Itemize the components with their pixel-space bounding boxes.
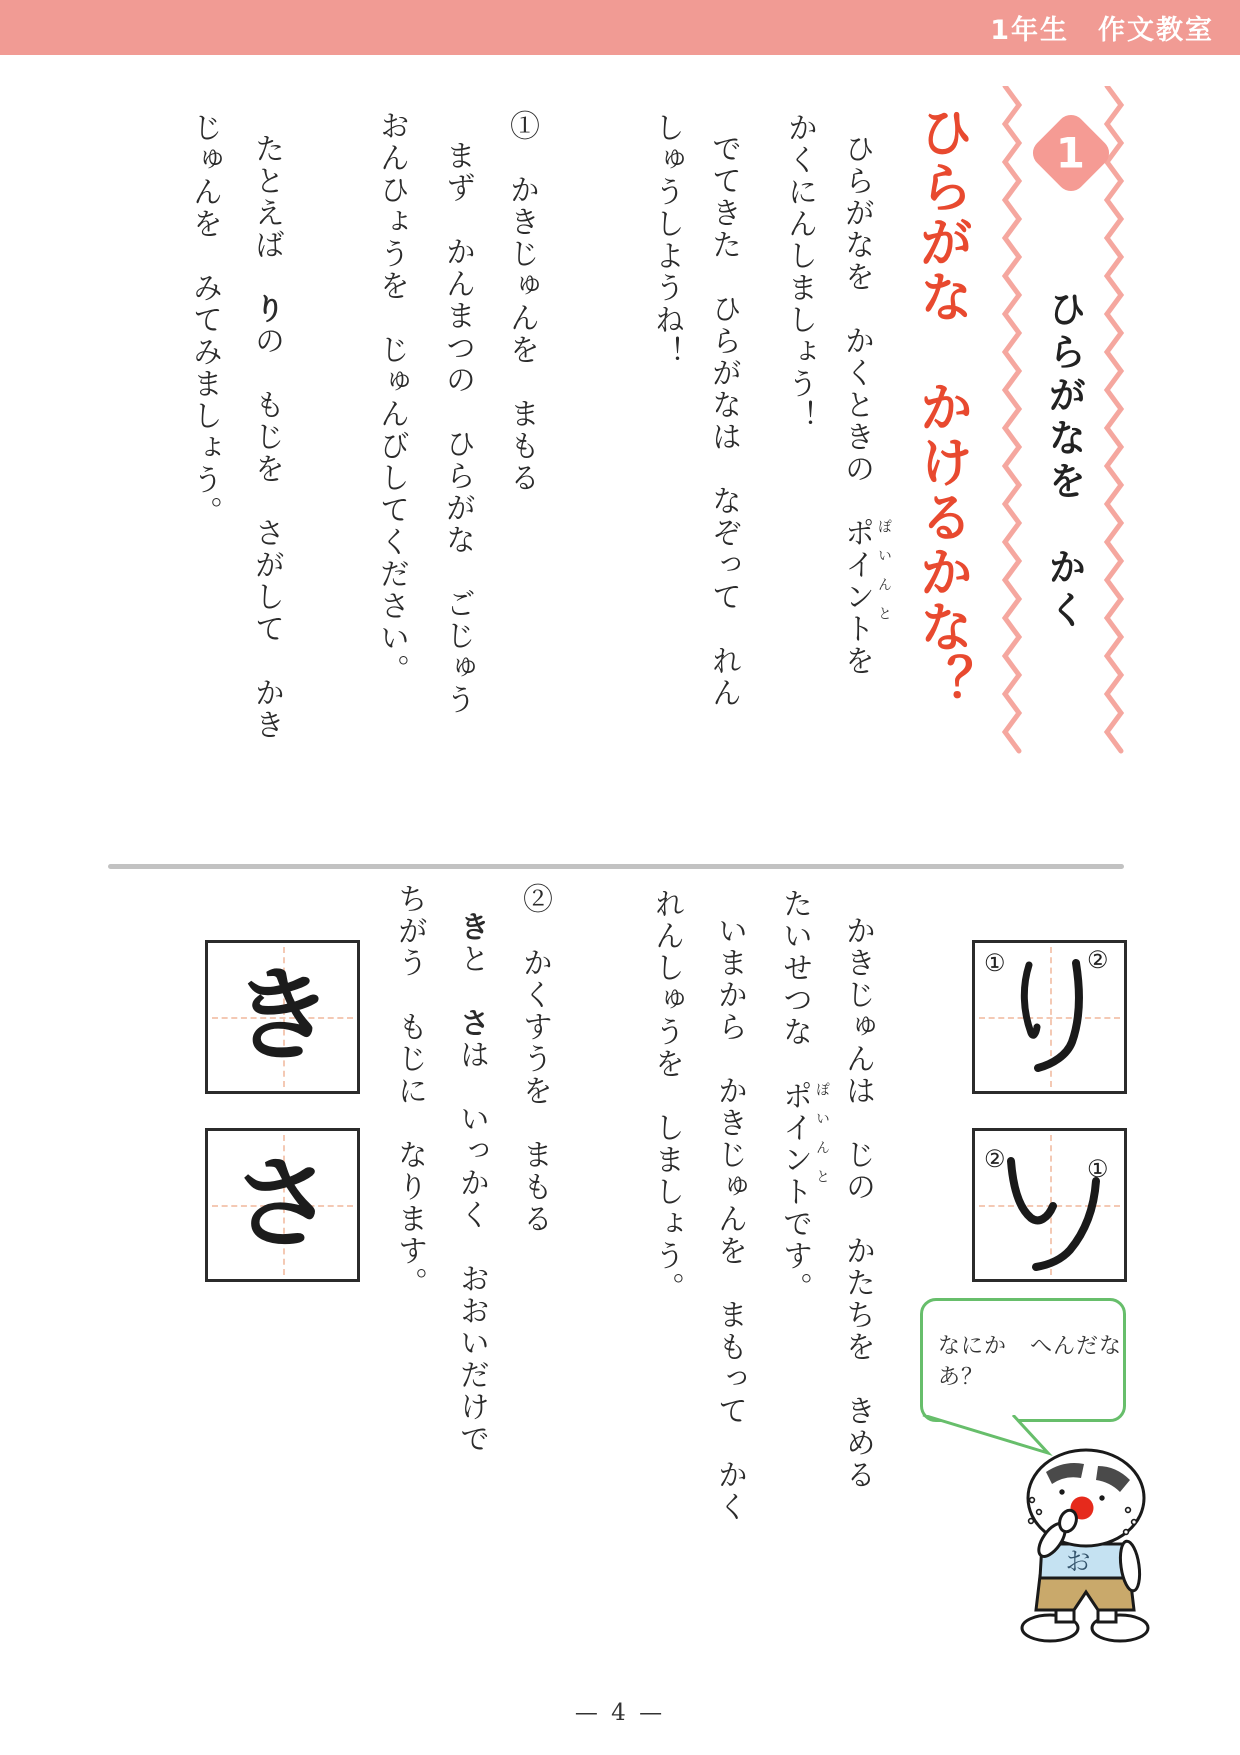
zigzag-border-left — [1000, 86, 1024, 762]
stroke-number-label: ① — [1087, 1155, 1109, 1183]
mascot-shorts — [1036, 1576, 1134, 1610]
speech-bubble — [920, 1298, 1126, 1422]
speech-bubble-text: なにか へんだなあ？ — [938, 1334, 1123, 1390]
unit-number: 1 — [1056, 128, 1086, 178]
text-column: しゅうしようね！ — [649, 112, 684, 368]
onigiri-mascot — [1002, 1440, 1170, 1645]
text-column: ① かきじゅんを まもる — [504, 110, 539, 494]
zigzag-border-right — [1102, 86, 1126, 762]
unit-title: ひらがなを かく — [1042, 289, 1086, 633]
text-column: まず かんまつの ひらがな ごじゅう — [440, 140, 475, 716]
text-column: ちがう もじに なります。 — [392, 883, 427, 1299]
text-column: たいせつな ポイントです。 — [777, 888, 812, 1304]
practice-char-box — [205, 940, 360, 1094]
text-column: きと さは いっかく おおいだけで — [454, 911, 489, 1455]
page-number: — 4 — — [574, 1700, 666, 1726]
section-divider — [108, 864, 1124, 869]
text-column: れんしゅうを しましょう。 — [649, 888, 684, 1304]
text-column: でてきた ひらがなは なぞって れん — [706, 133, 741, 709]
stroke-number-label: ② — [984, 1145, 1006, 1173]
furigana: ぽいんと — [814, 1082, 830, 1198]
text-column: いまから かきじゅんを まもって かく — [712, 915, 747, 1523]
page-header-title: 1年生 作文教室 — [990, 15, 1214, 46]
hiragana-ri-strokes — [975, 943, 1124, 1091]
text-column: かきじゅんは じの かたちを きめる — [840, 915, 875, 1491]
section-heading: ひらがな かけるかな？ — [911, 104, 974, 709]
practice-char-box — [205, 1128, 360, 1282]
text-column: じゅんを みてみましょう。 — [187, 112, 222, 528]
text-column: ひらがなを かくときの ポイントを — [839, 133, 874, 677]
text-column: かくにんしましょう！ — [782, 112, 817, 432]
practice-char-ki: き — [231, 957, 334, 1076]
stroke-order-box-wrong — [972, 1128, 1127, 1282]
text-column: たとえば りの もじを さがして かき — [249, 133, 284, 741]
text-column: ② かくすうを まもる — [517, 883, 552, 1235]
page-header — [0, 0, 1240, 55]
practice-char-sa: さ — [231, 1145, 334, 1264]
hiragana-ri-wrong-strokes — [975, 1131, 1124, 1279]
text-column: おんひょうを じゅんびしてください。 — [374, 110, 409, 686]
stroke-number-label: ② — [1087, 946, 1109, 974]
stroke-number-label: ① — [984, 949, 1006, 977]
mascot-shirt-character: お — [1065, 1547, 1091, 1576]
furigana: ぽいんと — [876, 519, 892, 635]
stroke-order-box-correct — [972, 940, 1127, 1094]
